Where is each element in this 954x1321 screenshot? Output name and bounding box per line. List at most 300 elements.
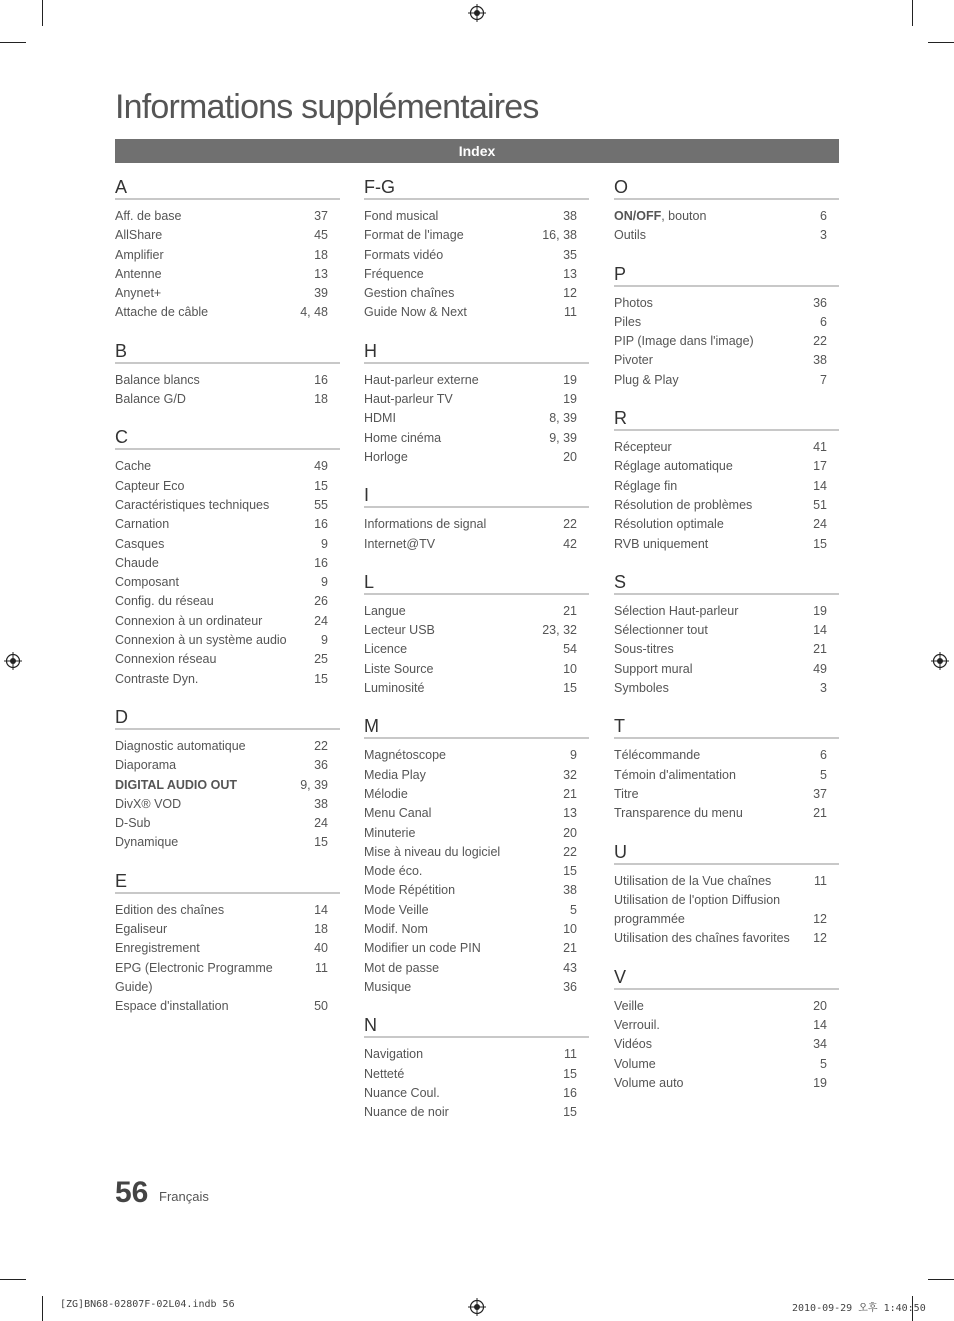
index-entry xyxy=(115,939,340,958)
index-entry-pages: 16 xyxy=(314,555,328,570)
index-entry-term: Connexion réseau xyxy=(115,652,217,667)
index-entry-term: Fréquence xyxy=(364,266,424,281)
index-entry xyxy=(614,226,839,245)
index-entry-pages: 15 xyxy=(563,1105,577,1120)
index-entry-pages: 15 xyxy=(314,671,328,686)
index-section xyxy=(115,870,340,1017)
index-entry-pages: 14 xyxy=(813,623,827,638)
index-entry xyxy=(364,1103,589,1122)
index-entry-pages: 11 xyxy=(564,1047,577,1062)
index-section xyxy=(115,340,340,410)
index-letter-heading: U xyxy=(614,841,839,865)
index-entry-pages: 36 xyxy=(314,758,328,773)
index-entry xyxy=(115,457,340,476)
index-entry-term: Minuterie xyxy=(364,825,416,840)
index-entry-term: Réglage fin xyxy=(614,478,678,493)
page-title: Informations supplémentaires xyxy=(115,88,539,126)
index-letter-heading: E xyxy=(115,870,340,894)
index-entry-term: Balance G/D xyxy=(115,392,186,407)
index-entry-term xyxy=(614,207,820,226)
index-entry-pages: 17 xyxy=(813,459,827,474)
index-entry-term: Navigation xyxy=(364,1047,424,1062)
registration-mark-icon xyxy=(931,652,949,670)
index-entry-pages: 6 xyxy=(820,748,827,763)
index-entry-term-rest: , bouton xyxy=(661,209,707,223)
index-entry xyxy=(614,746,839,765)
index-letter-heading: V xyxy=(614,966,839,990)
index-entry xyxy=(364,746,589,765)
index-entry xyxy=(364,207,589,226)
index-entry-term: Chaude xyxy=(115,555,159,570)
index-entry-pages: 12 xyxy=(563,286,577,301)
index-entry-pages: 6 xyxy=(820,314,827,329)
index-entry-pages: 38 xyxy=(314,796,328,811)
index-entry-term: Haut-parleur externe xyxy=(364,372,479,387)
index-letter-heading: H xyxy=(364,340,589,364)
index-entry-term: Piles xyxy=(614,314,642,329)
index-section xyxy=(364,340,589,467)
index-entry-pages: 21 xyxy=(563,786,577,801)
index-entry xyxy=(115,901,340,920)
crop-mark xyxy=(42,0,43,26)
index-section xyxy=(115,176,340,323)
crop-mark xyxy=(0,1279,26,1280)
index-letter-heading: F-G xyxy=(364,176,589,200)
index-entry-pages: 25 xyxy=(314,652,328,667)
index-entry-term: Musique xyxy=(364,979,412,994)
index-entry-pages: 38 xyxy=(813,353,827,368)
index-letter-heading: L xyxy=(364,571,589,595)
index-section xyxy=(614,407,839,554)
index-column-1 xyxy=(115,176,340,1034)
index-entry xyxy=(364,371,589,390)
index-entry xyxy=(115,477,340,496)
index-entry xyxy=(614,1016,839,1035)
index-entry-pages: 43 xyxy=(563,960,577,975)
index-entry xyxy=(115,997,340,1016)
crop-mark xyxy=(42,1296,43,1321)
index-entry-pages: 22 xyxy=(563,844,577,859)
index-letter-heading: D xyxy=(115,706,340,730)
index-entry-pages: 9, 39 xyxy=(549,430,577,445)
index-entry-term: Luminosité xyxy=(364,681,425,696)
index-section xyxy=(614,966,839,1093)
index-entry-term: Lecteur USB xyxy=(364,623,435,638)
index-entry-pages: 19 xyxy=(813,603,827,618)
index-entry-term: Utilisation de l'option Diffusion programmée xyxy=(614,892,781,927)
index-entry-pages: 9 xyxy=(570,748,577,763)
index-entry-term: Internet@TV xyxy=(364,536,436,551)
index-entry xyxy=(614,294,839,313)
index-entry-term: Contraste Dyn. xyxy=(115,671,199,686)
index-entry-pages: 10 xyxy=(563,922,577,937)
index-entry-pages: 18 xyxy=(314,247,328,262)
index-entry-pages: 15 xyxy=(314,478,328,493)
index-entry-term: Anynet+ xyxy=(115,286,162,301)
index-entry-pages: 40 xyxy=(314,941,328,956)
index-entry-pages: 4, 48 xyxy=(300,305,328,320)
index-entry-pages: 50 xyxy=(314,999,328,1014)
index-entry-term: Réglage automatique xyxy=(614,459,733,474)
index-entry-term: Langue xyxy=(364,603,406,618)
index-section xyxy=(614,715,839,823)
index-entry-pages: 3 xyxy=(820,681,827,696)
index-entry-term: Support mural xyxy=(614,661,693,676)
registration-mark-icon xyxy=(468,1298,486,1316)
index-entry-pages: 15 xyxy=(314,835,328,850)
index-entry-pages: 38 xyxy=(563,883,577,898)
index-entry-term: Media Play xyxy=(364,767,426,782)
index-entry-pages: 26 xyxy=(314,594,328,609)
index-entry-pages: 22 xyxy=(563,517,577,532)
index-entry-term: Utilisation de la Vue chaînes xyxy=(614,873,772,888)
index-entry xyxy=(364,804,589,823)
index-entry-pages: 11 xyxy=(814,873,827,888)
index-entry-term: RVB uniquement xyxy=(614,536,709,551)
index-entry xyxy=(364,862,589,881)
index-entry-term: HDMI xyxy=(364,411,396,426)
index-entry-term: Guide Now & Next xyxy=(364,305,467,320)
index-entry xyxy=(614,679,839,698)
index-letter-heading: M xyxy=(364,715,589,739)
index-entry xyxy=(115,814,340,833)
index-entry-pages: 13 xyxy=(563,266,577,281)
index-section-bar: Index xyxy=(115,139,839,163)
index-entry xyxy=(614,621,839,640)
index-entry-term: Connexion à un ordinateur xyxy=(115,613,263,628)
index-entry-pages: 35 xyxy=(563,247,577,262)
index-section xyxy=(364,571,589,698)
index-entry-term: Dynamique xyxy=(115,835,179,850)
index-entry xyxy=(115,795,340,814)
index-entry xyxy=(614,1055,839,1074)
index-entry-term: DivX® VOD xyxy=(115,796,182,811)
index-entry-pages: 39 xyxy=(314,286,328,301)
index-entry-term: Outils xyxy=(614,228,646,243)
index-entry-pages: 20 xyxy=(563,825,577,840)
index-entry-pages: 12 xyxy=(813,912,827,927)
crop-mark xyxy=(928,1279,954,1280)
index-entry xyxy=(364,1045,589,1064)
index-entry xyxy=(364,939,589,958)
index-entry-pages: 21 xyxy=(813,642,827,657)
index-column-3 xyxy=(614,176,839,1110)
index-entry-pages: 9 xyxy=(321,575,328,590)
index-entry xyxy=(115,756,340,775)
index-entry xyxy=(115,226,340,245)
index-entry-term: Symboles xyxy=(614,681,669,696)
index-entry xyxy=(364,602,589,621)
index-entry-term: Config. du réseau xyxy=(115,594,214,609)
index-entry xyxy=(115,631,340,650)
index-entry-pages: 13 xyxy=(563,806,577,821)
index-entry-term: Egaliseur xyxy=(115,922,168,937)
index-entry-pages: 21 xyxy=(813,806,827,821)
index-entry xyxy=(364,284,589,303)
index-entry-term: Témoin d'alimentation xyxy=(614,767,736,782)
index-entry xyxy=(614,371,839,390)
index-letter-heading: T xyxy=(614,715,839,739)
index-entry-term: Capteur Eco xyxy=(115,478,185,493)
index-entry-term: Netteté xyxy=(364,1066,405,1081)
index-entry xyxy=(364,515,589,534)
index-entry xyxy=(364,766,589,785)
index-entry xyxy=(614,313,839,332)
index-entry xyxy=(614,660,839,679)
index-entry xyxy=(115,371,340,390)
index-letter-heading: R xyxy=(614,407,839,431)
index-entry-term: DIGITAL AUDIO OUT xyxy=(115,777,237,792)
index-entry xyxy=(115,515,340,534)
index-entry xyxy=(364,265,589,284)
print-info-left: [ZG]BN68-02807F-02L04.indb 56 xyxy=(60,1299,235,1310)
index-entry-pages: 36 xyxy=(563,979,577,994)
index-entry-pages: 3 xyxy=(820,228,827,243)
index-entry-pages: 9 xyxy=(321,633,328,648)
index-entry-term: Fond musical xyxy=(364,209,439,223)
index-entry-term: Utilisation des chaînes favorites xyxy=(614,931,790,946)
index-entry-pages: 51 xyxy=(813,497,827,512)
index-section xyxy=(115,706,340,853)
crop-mark xyxy=(0,42,26,43)
index-entry xyxy=(364,640,589,659)
index-entry-pages: 13 xyxy=(314,266,328,281)
index-entry-term: Amplifier xyxy=(115,247,164,262)
index-entry-pages: 8, 39 xyxy=(549,411,577,426)
index-entry xyxy=(614,602,839,621)
index-entry-term: EPG (Electronic Programme Guide) xyxy=(115,960,273,994)
index-entry-term: Magnétoscope xyxy=(364,748,447,763)
index-entry-pages: 32 xyxy=(563,767,577,782)
index-column-2 xyxy=(364,176,589,1139)
index-entry-pages: 6 xyxy=(820,209,827,223)
index-entry-pages: 16 xyxy=(314,372,328,387)
index-entry-term: Mélodie xyxy=(364,786,408,801)
index-entry xyxy=(115,573,340,592)
index-entry xyxy=(115,390,340,409)
index-entry-pages: 12 xyxy=(813,931,827,946)
registration-mark-icon xyxy=(4,652,22,670)
index-entry-pages: 15 xyxy=(563,1066,577,1081)
print-info-right: 2010-09-29 오후 1:40:50 xyxy=(792,1303,926,1314)
crop-mark xyxy=(912,0,913,26)
index-entry xyxy=(364,978,589,997)
index-entry-pages: 11 xyxy=(564,305,577,320)
index-section xyxy=(614,263,839,390)
index-entry xyxy=(614,332,839,351)
index-entry-term: Nuance Coul. xyxy=(364,1085,440,1100)
index-entry-term: Antenne xyxy=(115,266,162,281)
index-section xyxy=(364,484,589,554)
index-entry-pages: 22 xyxy=(314,738,328,753)
index-entry-pages: 7 xyxy=(820,372,827,387)
index-entry-term: Mot de passe xyxy=(364,960,440,975)
index-entry-term: Modifier un code PIN xyxy=(364,941,481,956)
index-entry-pages: 16 xyxy=(563,1085,577,1100)
index-entry-term: Mode éco. xyxy=(364,864,423,879)
index-entry-term: Edition des chaînes xyxy=(115,902,225,917)
index-entry-term: Modif. Nom xyxy=(364,922,428,937)
index-entry xyxy=(614,207,839,226)
index-section xyxy=(364,1014,589,1122)
index-entry-term: Titre xyxy=(614,786,639,801)
index-entry-term: Balance blancs xyxy=(115,372,200,387)
index-letter-heading: S xyxy=(614,571,839,595)
index-entry xyxy=(614,477,839,496)
index-entry-pages: 37 xyxy=(813,786,827,801)
index-entry xyxy=(364,390,589,409)
index-letter-heading: A xyxy=(115,176,340,200)
index-entry-term: Licence xyxy=(364,642,408,657)
index-entry-pages: 5 xyxy=(820,1056,827,1071)
index-entry-term: Mode Répétition xyxy=(364,883,456,898)
index-entry xyxy=(364,920,589,939)
index-entry xyxy=(364,660,589,679)
index-entry-pages: 14 xyxy=(813,1018,827,1033)
index-entry xyxy=(364,901,589,920)
index-entry-pages: 18 xyxy=(314,392,328,407)
page-language: Français xyxy=(159,1189,209,1204)
index-entry-term: Sélection Haut-parleur xyxy=(614,603,739,618)
index-entry xyxy=(115,737,340,756)
index-entry-pages: 5 xyxy=(820,767,827,782)
index-entry-pages: 14 xyxy=(813,478,827,493)
index-entry-term: Diagnostic automatique xyxy=(115,738,246,753)
index-entry-pages: 19 xyxy=(563,392,577,407)
index-entry xyxy=(364,881,589,900)
index-entry-term: Informations de signal xyxy=(364,517,487,532)
index-entry xyxy=(115,920,340,939)
index-entry-term: Pivoter xyxy=(614,353,653,368)
index-entry-term: Verrouil. xyxy=(614,1018,660,1033)
index-entry xyxy=(364,429,589,448)
index-entry xyxy=(614,872,839,891)
index-entry-term: Carnation xyxy=(115,517,170,532)
index-entry xyxy=(614,804,839,823)
index-entry-pages: 10 xyxy=(563,661,577,676)
index-entry-term: AllShare xyxy=(115,228,163,243)
index-section xyxy=(115,426,340,689)
index-entry xyxy=(115,959,340,998)
index-entry xyxy=(614,785,839,804)
index-entry-term: Cache xyxy=(115,459,152,474)
index-entry-pages: 23, 32 xyxy=(542,623,577,638)
index-entry xyxy=(614,640,839,659)
index-entry-pages: 54 xyxy=(563,642,577,657)
index-entry-pages: 36 xyxy=(813,295,827,310)
index-letter-heading: C xyxy=(115,426,340,450)
index-letter-heading: N xyxy=(364,1014,589,1038)
index-entry xyxy=(614,515,839,534)
index-entry-pages: 11 xyxy=(315,960,328,975)
index-entry xyxy=(364,303,589,322)
index-entry-term: Composant xyxy=(115,575,179,590)
index-entry xyxy=(614,997,839,1016)
index-entry-pages: 45 xyxy=(314,228,328,243)
index-entry-pages: 21 xyxy=(563,603,577,618)
index-entry xyxy=(115,207,340,226)
index-entry-term: Résolution de problèmes xyxy=(614,497,753,512)
index-entry xyxy=(115,592,340,611)
index-entry-term: Télécommande xyxy=(614,748,701,763)
index-entry xyxy=(115,535,340,554)
crop-mark xyxy=(928,42,954,43)
index-entry-term: Sous-titres xyxy=(614,642,674,657)
index-entry-term: Sélectionner tout xyxy=(614,623,708,638)
index-section xyxy=(614,841,839,949)
index-section xyxy=(364,176,589,323)
index-entry-term: Gestion chaînes xyxy=(364,286,455,301)
index-entry-pages: 9 xyxy=(321,536,328,551)
index-entry xyxy=(364,226,589,245)
index-entry-pages: 41 xyxy=(813,440,827,455)
index-entry-term: Plug & Play xyxy=(614,372,679,387)
index-entry-pages: 49 xyxy=(813,661,827,676)
index-entry xyxy=(115,246,340,265)
index-entry-term: Volume xyxy=(614,1056,656,1071)
index-entry-pages: 16 xyxy=(314,517,328,532)
index-entry-term: Espace d'installation xyxy=(115,999,229,1014)
index-entry-pages: 20 xyxy=(813,998,827,1013)
index-entry-term: Vidéos xyxy=(614,1037,652,1052)
index-entry-pages: 24 xyxy=(813,517,827,532)
index-entry xyxy=(364,246,589,265)
index-entry-term: Horloge xyxy=(364,449,408,464)
index-entry-term: Attache de câble xyxy=(115,305,209,320)
index-entry-pages: 14 xyxy=(314,902,328,917)
index-entry xyxy=(115,554,340,573)
index-letter-heading: I xyxy=(364,484,589,508)
registration-mark-icon xyxy=(468,4,486,22)
index-entry xyxy=(614,535,839,554)
index-entry-term: Enregistrement xyxy=(115,941,200,956)
index-entry-term: Mise à niveau du logiciel xyxy=(364,844,501,859)
index-entry-pages: 19 xyxy=(563,372,577,387)
index-entry xyxy=(115,496,340,515)
index-entry-pages: 42 xyxy=(563,536,577,551)
index-entry-term: Caractéristiques techniques xyxy=(115,497,270,512)
index-entry-term: Transparence du menu xyxy=(614,806,743,821)
index-entry-term: PIP (Image dans l'image) xyxy=(614,334,754,349)
index-entry-pages: 15 xyxy=(563,681,577,696)
index-entry xyxy=(115,303,340,322)
index-entry xyxy=(614,438,839,457)
index-entry xyxy=(614,1035,839,1054)
index-entry-pages: 34 xyxy=(813,1037,827,1052)
index-entry xyxy=(364,1065,589,1084)
index-entry xyxy=(115,776,340,795)
index-entry-term-bold: ON/OFF xyxy=(614,209,662,223)
index-entry xyxy=(364,1084,589,1103)
index-entry-pages: 20 xyxy=(563,449,577,464)
index-entry xyxy=(614,929,839,948)
index-entry xyxy=(614,457,839,476)
index-entry-pages: 49 xyxy=(314,459,328,474)
index-entry-pages: 5 xyxy=(570,902,577,917)
index-entry-pages: 24 xyxy=(314,613,328,628)
index-entry xyxy=(364,824,589,843)
index-entry-pages: 18 xyxy=(314,922,328,937)
index-entry-pages: 37 xyxy=(314,209,328,223)
page-number: 56 xyxy=(115,1176,149,1209)
index-entry-term: Menu Canal xyxy=(364,806,432,821)
index-entry-term: Connexion à un système audio xyxy=(115,633,287,648)
index-section xyxy=(614,176,839,246)
index-entry xyxy=(614,351,839,370)
index-entry xyxy=(364,448,589,467)
index-entry-term: Veille xyxy=(614,998,644,1013)
index-entry xyxy=(364,843,589,862)
